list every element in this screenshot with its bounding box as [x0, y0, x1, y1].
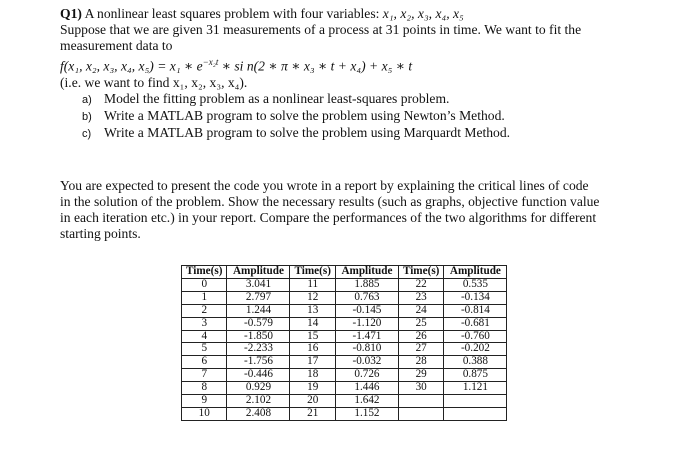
amplitude-cell: 1.446 — [335, 382, 398, 395]
amplitude-cell — [444, 407, 507, 420]
time-cell: 11 — [290, 278, 335, 291]
time-cell: 29 — [398, 369, 443, 382]
amplitude-cell: 1.121 — [444, 382, 507, 395]
question-label: Q1) — [60, 6, 82, 21]
time-cell: 10 — [182, 407, 227, 420]
amplitude-cell: -0.760 — [444, 330, 507, 343]
amplitude-cell: 0.929 — [227, 382, 290, 395]
time-cell: 28 — [398, 356, 443, 369]
ie-line: (i.e. we want to find x₁, x₂, x₃, x₄). — [60, 74, 248, 90]
table-row — [182, 317, 507, 330]
sub-item-marker: a) — [82, 93, 92, 106]
table-row — [182, 291, 507, 304]
amplitude-cell: 0.726 — [335, 369, 398, 382]
time-cell: 13 — [290, 304, 335, 317]
paragraph-line: You are expected to present the code you wrote in a report by explaining the critical lines of code — [60, 178, 589, 193]
problem-line-3: measurement data to — [60, 38, 173, 53]
question-heading — [60, 6, 670, 22]
amplitude-cell: -0.202 — [444, 343, 507, 356]
amplitude-cell: -0.681 — [444, 317, 507, 330]
time-cell: 5 — [182, 343, 227, 356]
time-cell: 2 — [182, 304, 227, 317]
formula-exponent: −x₂t — [202, 57, 219, 67]
time-cell: 25 — [398, 317, 443, 330]
header-amplitude-1: Amplitude — [227, 266, 290, 279]
time-cell: 9 — [182, 395, 227, 408]
time-cell: 22 — [398, 278, 443, 291]
model-formula — [60, 54, 670, 75]
time-cell: 27 — [398, 343, 443, 356]
paragraph-line: starting points. — [60, 226, 141, 241]
time-cell: 18 — [290, 369, 335, 382]
time-cell: 7 — [182, 369, 227, 382]
time-cell: 24 — [398, 304, 443, 317]
amplitude-cell: 0.763 — [335, 291, 398, 304]
table-row — [182, 356, 507, 369]
time-cell: 4 — [182, 330, 227, 343]
amplitude-cell: 0.535 — [444, 278, 507, 291]
time-cell: 6 — [182, 356, 227, 369]
time-cell: 0 — [182, 278, 227, 291]
table-header-row — [182, 266, 507, 279]
sub-item-marker: c) — [82, 127, 92, 140]
time-cell: 19 — [290, 382, 335, 395]
header-time-1: Time(s) — [182, 266, 227, 279]
time-cell — [398, 395, 443, 408]
sub-item-marker: b) — [82, 110, 92, 123]
amplitude-cell: -0.814 — [444, 304, 507, 317]
measurement-table — [181, 265, 507, 421]
table-row — [182, 407, 507, 420]
time-cell: 12 — [290, 291, 335, 304]
table-row — [182, 343, 507, 356]
sub-item-text: Model the fitting problem as a nonlinear least-squares problem. — [104, 90, 450, 106]
paragraph-line: in the solution of the problem. Show the necessary results (such as graphs, objective function value — [60, 194, 600, 209]
sub-item-c — [60, 125, 670, 142]
sub-item-a — [60, 91, 670, 108]
instructions-paragraph — [60, 178, 670, 242]
amplitude-cell: -1.120 — [335, 317, 398, 330]
time-cell: 23 — [398, 291, 443, 304]
table-row — [182, 382, 507, 395]
amplitude-cell — [444, 395, 507, 408]
header-amplitude-2: Amplitude — [335, 266, 398, 279]
table-row — [182, 278, 507, 291]
time-cell — [398, 407, 443, 420]
amplitude-cell: 0.875 — [444, 369, 507, 382]
time-cell: 16 — [290, 343, 335, 356]
formula-rest: ∗ si n(2 ∗ π ∗ x₃ ∗ t + x₄) + x₅ ∗ t — [218, 58, 413, 74]
table-row — [182, 330, 507, 343]
amplitude-cell: -0.579 — [227, 317, 290, 330]
variables-list: x₁, x₂, x₃, x₄, x₅ — [382, 6, 464, 21]
amplitude-cell: -0.032 — [335, 356, 398, 369]
amplitude-cell: -1.850 — [227, 330, 290, 343]
time-cell: 1 — [182, 291, 227, 304]
header-amplitude-3: Amplitude — [444, 266, 507, 279]
time-cell: 30 — [398, 382, 443, 395]
amplitude-cell: 3.041 — [227, 278, 290, 291]
time-cell: 8 — [182, 382, 227, 395]
amplitude-cell: 2.797 — [227, 291, 290, 304]
header-time-3: Time(s) — [398, 266, 443, 279]
amplitude-cell: 0.388 — [444, 356, 507, 369]
amplitude-cell: -1.471 — [335, 330, 398, 343]
formula-main: f(x₁, x₂, x₃, x₄, x₅) = x₁ ∗ e — [60, 58, 203, 74]
table-row — [182, 304, 507, 317]
table-body — [182, 278, 507, 420]
sub-item-b — [60, 108, 670, 125]
time-cell: 14 — [290, 317, 335, 330]
amplitude-cell: 1.885 — [335, 278, 398, 291]
amplitude-cell: -0.145 — [335, 304, 398, 317]
time-cell: 21 — [290, 407, 335, 420]
amplitude-cell: 2.102 — [227, 395, 290, 408]
table-row — [182, 369, 507, 382]
time-cell: 26 — [398, 330, 443, 343]
paragraph-line: in each iteration etc.) in your report. Compare the performances of the two algorithms for different — [60, 210, 597, 225]
amplitude-cell: -0.134 — [444, 291, 507, 304]
amplitude-cell: 1.244 — [227, 304, 290, 317]
time-cell: 17 — [290, 356, 335, 369]
amplitude-cell: -0.810 — [335, 343, 398, 356]
question-block — [60, 6, 670, 142]
amplitude-cell: -1.756 — [227, 356, 290, 369]
sub-item-text: Write a MATLAB program to solve the problem using Marquardt Method. — [104, 124, 511, 140]
amplitude-cell: -0.446 — [227, 369, 290, 382]
time-cell: 3 — [182, 317, 227, 330]
amplitude-cell: 1.152 — [335, 407, 398, 420]
question-intro: A nonlinear least squares problem with four variables: — [84, 6, 380, 21]
table-row — [182, 395, 507, 408]
amplitude-cell: 1.642 — [335, 395, 398, 408]
amplitude-cell: 2.408 — [227, 407, 290, 420]
header-time-2: Time(s) — [290, 266, 335, 279]
time-cell: 20 — [290, 395, 335, 408]
sub-item-text: Write a MATLAB program to solve the problem using Newton’s Method. — [104, 107, 505, 123]
time-cell: 15 — [290, 330, 335, 343]
amplitude-cell: -2.233 — [227, 343, 290, 356]
problem-line-2: Suppose that we are given 31 measurements of a process at 31 points in time. We want to fit the — [60, 22, 582, 37]
